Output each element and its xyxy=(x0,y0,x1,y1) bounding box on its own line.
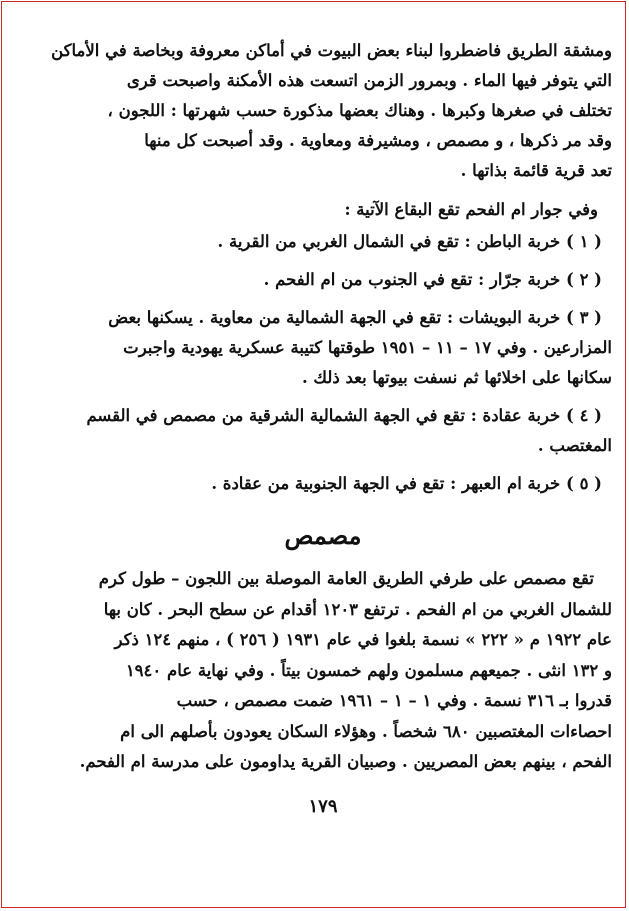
intro-line: وقد مر ذكرها ، و مصمص ، ومشيرفة ومعاوية . وقد أصبحت كل منها xyxy=(144,131,612,150)
list-item-line: سكانها على اخلائها ثم نسفت بيوتها بعد ذلك . xyxy=(301,368,612,387)
list-item-line: ( ٤ ) خربة عقادة : تقع في الجهة الشمالية الشرقية من مصمص في القسم xyxy=(86,406,602,425)
section-line: قدروا بـ ٣١٦ نسمة . وفي ١ – ١ – ١٩٦١ ضمت مصمص ، حسب xyxy=(176,691,612,710)
section-line: و ١٣٢ انثى . جميعهم مسلمون ولهم خمسون بيتاً . وفي نهاية عام ١٩٤٠ xyxy=(125,660,612,680)
list-item xyxy=(34,401,612,461)
list-item-line: ( ٥ ) خربة ام العبهر : تقع في الجهة الجنوبية من عقادة . xyxy=(211,474,602,493)
intro-paragraph xyxy=(34,36,612,186)
intro-line: تختلف في صغرها وكبرها . وهناك بعضها مذكورة حسب شهرتها : اللجون ، xyxy=(107,101,612,120)
list-item xyxy=(34,303,612,393)
page-number: ١٧٩ xyxy=(308,795,338,817)
section-line: عام ١٩٢٢ م « ٢٢٢ » نسمة بلغوا في عام ١٩٣١ ( ٢٥٦ ) ، منهم ١٢٤ ذكر xyxy=(114,630,612,649)
list-intro: وفي جوار ام الفحم تقع البقاع الآتية : xyxy=(344,200,598,219)
section-line: للشمال الغربي من ام الفحم . ترتفع ١٢٠٣ أقدام عن سطح البحر . كان بها xyxy=(103,599,612,619)
intro-line: التي يتوفر فيها الماء . وبمرور الزمن اتسعت هذه الأمكنة واصبحت قرى xyxy=(126,71,612,90)
list-item xyxy=(34,469,612,499)
list-item xyxy=(34,265,612,295)
list-item-line: ( ٢ ) خربة جرّار : تقع في الجنوب من ام الفحم . xyxy=(263,270,602,289)
list-item-line: المزارعين . وفي ١٧ – ١١ – ١٩٥١ طوقتها كتيبة عسكرية يهودية واجبرت xyxy=(123,338,612,357)
section-paragraph xyxy=(34,564,612,778)
list-item-line: ( ٣ ) خربة البويشات : تقع في الجهة الشمالية من معاوية . يسكنها بعض xyxy=(108,308,602,327)
intro-line: ومشقة الطريق فاضطروا لبناء بعض البيوت في أماكن معروفة وبخاصة في الأماكن xyxy=(51,41,612,60)
book-page xyxy=(34,30,612,817)
intro-line: تعد قرية قائمة بذاتها . xyxy=(460,161,612,180)
list-item xyxy=(34,227,612,257)
section-line: تقع مصمص على طرفي الطريق العامة الموصلة بين اللجون – طول كرم xyxy=(98,569,594,588)
list-item-line: ( ١ ) خربة الباطن : تقع في الشمال الغربي من القرية . xyxy=(217,232,602,251)
list-item-line: المغتصب . xyxy=(537,436,612,455)
section-line: احصاءات المغتصبين ٦٨٠ شخصاً . وهؤلاء السكان يعودون بأصلهم الى ام xyxy=(120,721,612,741)
section-title: مصمص xyxy=(284,521,362,550)
section-line: الفحم ، بينهم بعض المصريين . وصبيان القرية يداومون على مدرسة ام الفحم. xyxy=(79,752,612,771)
